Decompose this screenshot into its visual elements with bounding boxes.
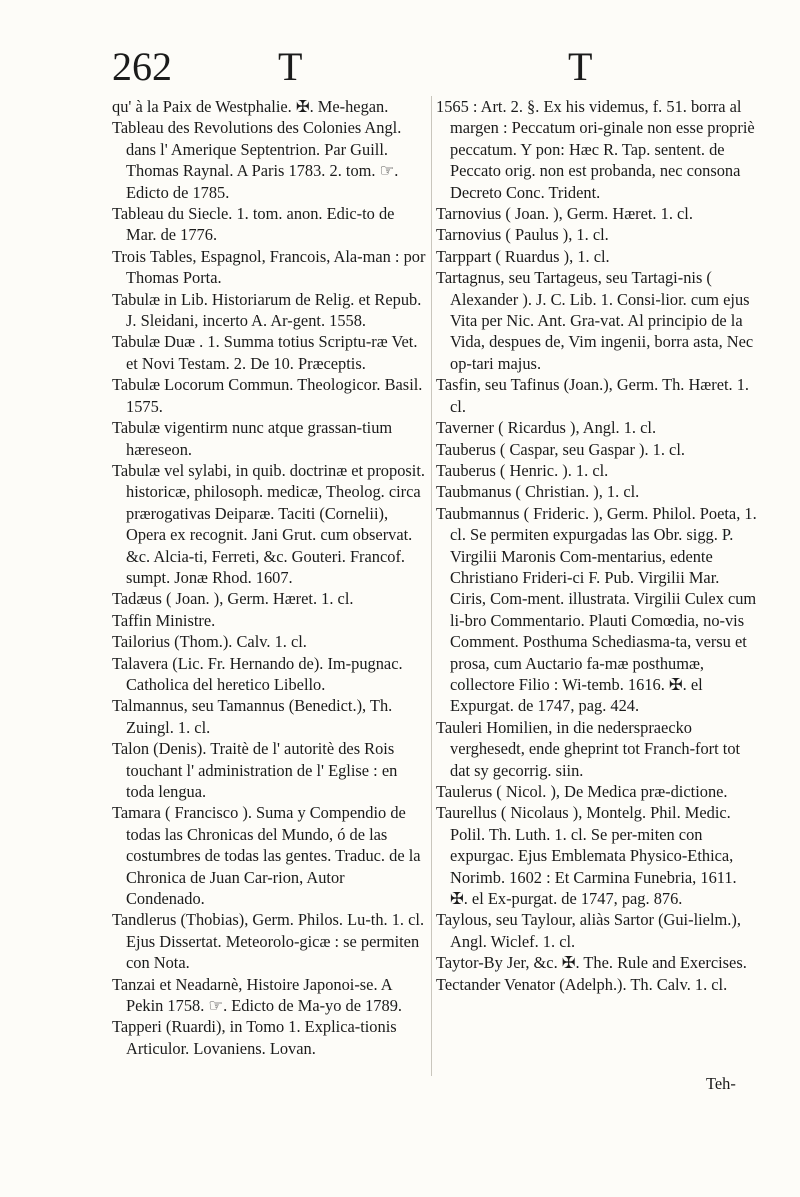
- entry-item: Taubmannus ( Frideric. ), Germ. Philol. Poeta, 1. cl. Se permiten expurgadas las Obr. sigg. P. Virgilii Maronis Com-mentarius, edente Christiano Frideri-ci F. Pub. Virgilii Mar. Ciris, Com-ment. illustrata. Virgilii Culex cum li-bro Commentario. Plauti Comœdia, no-vis Comment. Posthuma Schediasma-ta, versu et prosa, cum Auctario fa-mæ posthumæ, collectore Filio : Wi-temb. 1616. ✠. el Expurgat. de 1747, pag. 424.: [436, 503, 757, 716]
- entry-item: Tabulæ Duæ . 1. Summa totius Scriptu-ræ Vet. et Novi Testam. 2. De 10. Præceptis.: [112, 332, 418, 373]
- entry-item: Taurellus ( Nicolaus ), Montelg. Phil. Medic. Polil. Th. Luth. 1. cl. Se per-miten con expurgac. Ejus Emblemata Physico-Ethica, Norimb. 1602 : Et Carmina Funebria, 1611. ✠. el Ex-purgat. de 1747, pag. 876.: [436, 803, 737, 909]
- entry-item: Tanzai et Neadarnè, Histoire Japonoi-se. A Pekin 1758. ☞. Edicto de Ma-yo de 1789.: [112, 974, 402, 1016]
- entry-item: Tandlerus (Thobias), Germ. Philos. Lu-th. 1. cl. Ejus Dissertat. Meteorolo-gicæ : se permiten con Nota.: [112, 910, 425, 973]
- entry-item: Tableau des Revolutions des Colonies Angl. dans l' Amerique Septentrion. Par Guill. Thomas Raynal. A Paris 1783. 2. tom. ☞. Edicto de 1785.: [112, 118, 402, 202]
- entry-item: Tarnovius ( Paulus ), 1. cl.: [436, 225, 609, 245]
- entry-item: Tamara ( Francisco ). Suma y Compendio de todas las Chronicas del Mundo, ó de las costumbres de todas las gentes. Traduc. de la Chronica de Juan Car-rion, Autor Condenado.: [112, 803, 421, 909]
- entry-item: Tauleri Homilien, in die nederspraecko verghesedt, ende gheprint tot Franch-fort tot dat sy gecorrig. siin.: [436, 717, 741, 780]
- entry-item: Tailorius (Thom.). Calv. 1. cl.: [112, 632, 307, 652]
- entry-item: Tabulæ in Lib. Historiarum de Relig. et Repub. J. Sleidani, incerto A. Ar-gent. 1558.: [112, 289, 422, 331]
- entry-item: Tarnovius ( Joan. ), Germ. Hæret. 1. cl.: [436, 204, 693, 224]
- entry-item: Tasfin, seu Tafinus (Joan.), Germ. Th. Hæret. 1. cl.: [436, 375, 750, 416]
- section-letter-left: T: [278, 44, 303, 89]
- entry-item: Taffin Ministre.: [112, 610, 216, 630]
- entry-item: Tartagnus, seu Tartageus, seu Tartagi-nis ( Alexander ). J. C. Lib. 1. Consi-lior. cum ejus Vita per Nic. Ant. Gra-vat. Al principio de la Vida, despues de, Vim ingenii, borra asta, Nec op-tari majus.: [436, 268, 754, 373]
- entry-item: Tadæus ( Joan. ), Germ. Hæret. 1. cl.: [112, 589, 354, 609]
- section-letter-right: T: [568, 44, 593, 89]
- right-column: [436, 96, 758, 995]
- entry-item: Trois Tables, Espagnol, Francois, Ala-man : por Thomas Porta.: [112, 246, 426, 288]
- column-divider: [431, 96, 432, 1076]
- entry-item: Taulerus ( Nicol. ), De Medica præ-dictione.: [436, 782, 728, 801]
- entry-item: Taylous, seu Taylour, aliàs Sartor (Gui-lielm.), Angl. Wiclef. 1. cl.: [436, 910, 741, 951]
- entry-item: Tableau du Siecle. 1. tom. anon. Edic-to de Mar. de 1776.: [112, 204, 395, 245]
- entry-item: 1565 : Art. 2. §. Ex his videmus, f. 51. borra al margen : Peccatum ori-ginale non esse propriè peccatum. Y pon: Hæc R. Tap. sentent. de Peccato orig. non est probanda, nec consona Decreto Conc. Trident.: [436, 97, 755, 202]
- entry-item: Tauberus ( Caspar, seu Gaspar ). 1. cl.: [436, 439, 685, 459]
- entry-item: Tapperi (Ruardi), in Tomo 1. Explica-tionis Articulor. Lovaniens. Lovan.: [112, 1017, 397, 1058]
- entry-item: Tarppart ( Ruardus ), 1. cl.: [436, 246, 610, 266]
- catchword: Teh-: [706, 1074, 736, 1093]
- entry-item: Talmannus, seu Tamannus (Benedict.), Th. Zuingl. 1. cl.: [112, 696, 393, 737]
- entry-item: Tabulæ vigentirm nunc atque grassan-tium hæreseon.: [112, 418, 393, 459]
- entry-item: Talavera (Lic. Fr. Hernando de). Im-pugnac. Catholica del heretico Libello.: [112, 653, 403, 694]
- entry-item: Tectander Venator (Adelph.). Th. Calv. 1. cl.: [436, 974, 728, 994]
- entry-item: Taubmanus ( Christian. ), 1. cl.: [436, 482, 640, 502]
- entry-item: qu' à la Paix de Westphalie. ✠. Me-hegan.: [112, 97, 389, 116]
- entry-item: Talon (Denis). Traitè de l' autoritè des Rois touchant l' administration de l' Eglise : en toda lengua.: [112, 739, 398, 801]
- entry-item: Tabulæ vel sylabi, in quib. doctrinæ et proposit. historicæ, philosoph. medicæ, Theolog. circa prærogativas Deiparæ. Taciti (Cornelii), Opera ex recognit. Jani Grut. cum observat. &c. Alcia-ti, Ferreti, &c. Gouteri. Francof. sumpt. Jonæ Rhod. 1607.: [112, 460, 425, 587]
- running-head: [0, 42, 800, 92]
- entry-item: Tauberus ( Henric. ). 1. cl.: [436, 460, 609, 480]
- entry-item: Taverner ( Ricardus ), Angl. 1. cl.: [436, 418, 657, 438]
- left-column: [112, 96, 426, 1059]
- entry-item: Taytor-By Jer, &c. ✠. The. Rule and Exercises.: [436, 953, 747, 973]
- entry-item: Tabulæ Locorum Commun. Theologicor. Basil. 1575.: [112, 375, 423, 416]
- page-number: 262: [112, 44, 172, 89]
